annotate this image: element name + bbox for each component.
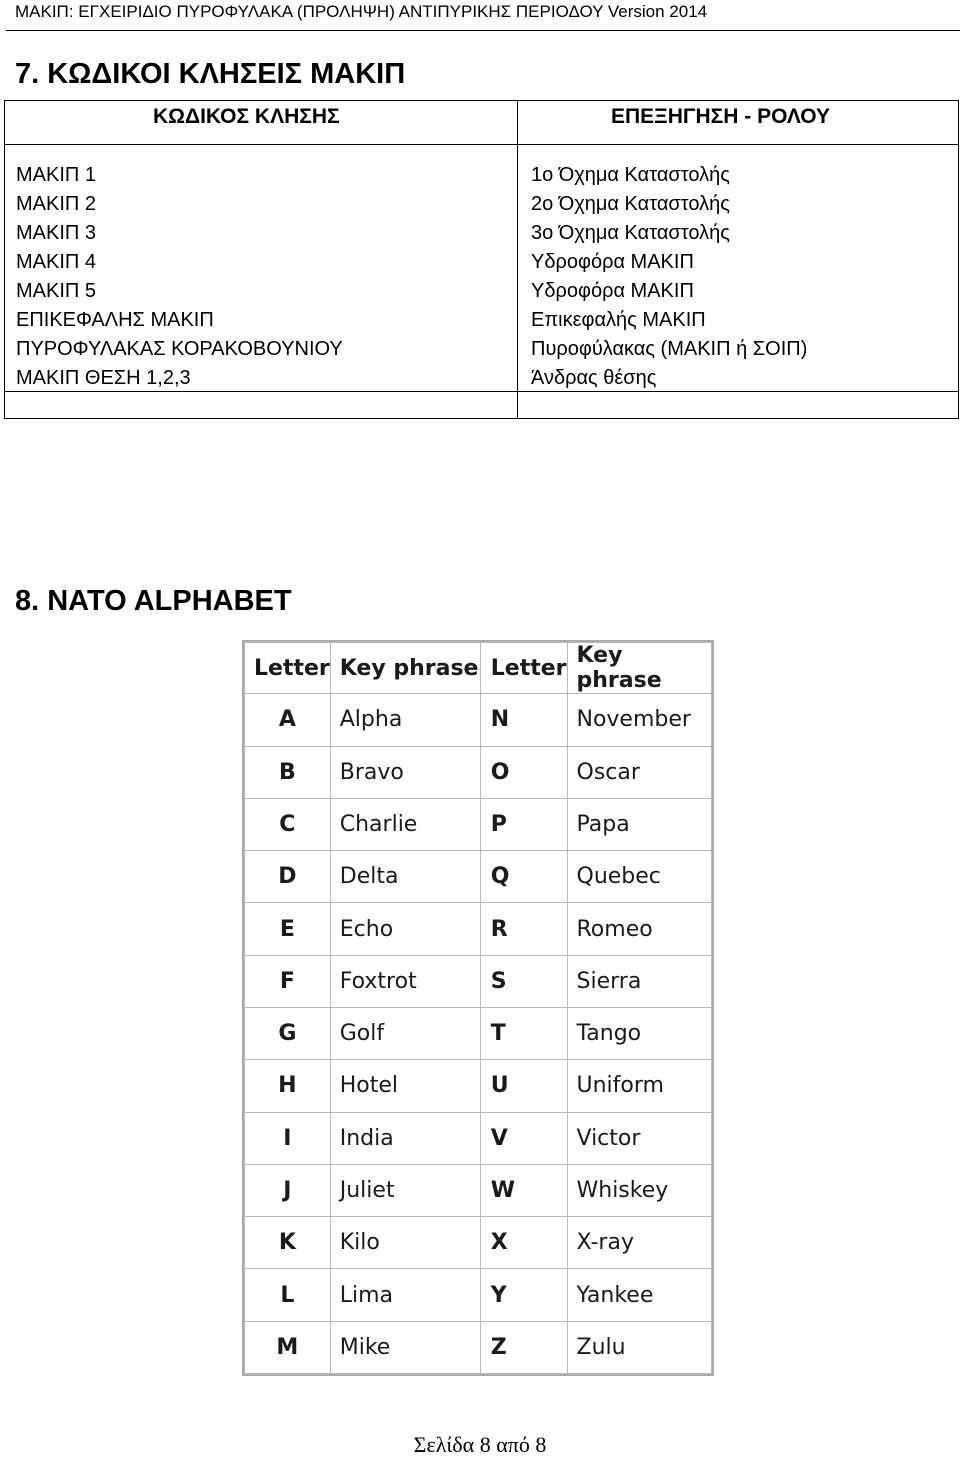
key-phrase-cell: Mike xyxy=(330,1321,480,1373)
letter-cell: J xyxy=(245,1164,331,1216)
key-phrase-cell: Foxtrot xyxy=(330,955,480,1007)
key-phrase-cell: Tango xyxy=(567,1007,712,1059)
section-title-call-codes: 7. ΚΩΔΙΚΟΙ ΚΛΗΣΕΙΣ ΜΑΚΙΠ xyxy=(15,58,406,90)
column-header-role: ΕΠΕΞΗΓΗΣΗ - ΡΟΛΟΥ xyxy=(611,105,831,128)
letter-cell: I xyxy=(245,1112,331,1164)
key-phrase-cell: Alpha xyxy=(330,694,480,746)
role-item: 3ο Όχημα Καταστολής xyxy=(531,222,730,244)
letter-cell: P xyxy=(480,798,567,850)
table-row xyxy=(245,1269,712,1321)
call-code-list xyxy=(16,161,343,393)
header-rule xyxy=(6,30,960,31)
key-phrase-cell: Juliet xyxy=(330,1164,480,1216)
key-phrase-cell: Whiskey xyxy=(567,1164,712,1216)
letter-cell: O xyxy=(480,746,567,798)
role-item: Υδροφόρα ΜΑΚΙΠ xyxy=(531,280,694,302)
key-phrase-cell: Golf xyxy=(330,1007,480,1059)
letter-cell: L xyxy=(245,1269,331,1321)
key-phrase-cell: X-ray xyxy=(567,1217,712,1269)
key-phrase-cell: Romeo xyxy=(567,903,712,955)
role-item: Άνδρας θέσης xyxy=(531,367,657,389)
nato-alphabet-table xyxy=(242,640,714,1376)
table-column-divider xyxy=(517,101,518,418)
letter-cell: H xyxy=(245,1060,331,1112)
role-item: 1ο Όχημα Καταστολής xyxy=(531,164,730,186)
letter-cell: E xyxy=(245,903,331,955)
page-number: Σελίδα 8 από 8 xyxy=(413,1432,547,1457)
call-codes-table xyxy=(4,100,959,419)
letter-cell: Q xyxy=(480,851,567,903)
table-row xyxy=(245,1217,712,1269)
letter-cell: U xyxy=(480,1060,567,1112)
key-phrase-cell: Quebec xyxy=(567,851,712,903)
table-row xyxy=(245,694,712,746)
column-header-call-code: ΚΩΔΙΚΟΣ ΚΛΗΣΗΣ xyxy=(153,105,340,128)
column-header-key-phrase: Key phrase xyxy=(330,643,480,694)
letter-cell: G xyxy=(245,1007,331,1059)
table-header-divider xyxy=(5,144,958,145)
key-phrase-cell: Delta xyxy=(330,851,480,903)
call-code-item: ΕΠΙΚΕΦΑΛΗΣ ΜΑΚΙΠ xyxy=(16,309,214,331)
key-phrase-cell: Echo xyxy=(330,903,480,955)
key-phrase-cell: Papa xyxy=(567,798,712,850)
key-phrase-cell: India xyxy=(330,1112,480,1164)
key-phrase-cell: Victor xyxy=(567,1112,712,1164)
table-row xyxy=(245,851,712,903)
key-phrase-cell: Oscar xyxy=(567,746,712,798)
call-code-item: ΜΑΚΙΠ 5 xyxy=(16,280,97,302)
call-code-item: ΜΑΚΙΠ 1 xyxy=(16,164,97,186)
letter-cell: F xyxy=(245,955,331,1007)
letter-cell: W xyxy=(480,1164,567,1216)
letter-cell: T xyxy=(480,1007,567,1059)
role-item: Επικεφαλής ΜΑΚΙΠ xyxy=(531,309,706,331)
letter-cell: V xyxy=(480,1112,567,1164)
letter-cell: D xyxy=(245,851,331,903)
letter-cell: M xyxy=(245,1321,331,1373)
table-row xyxy=(245,903,712,955)
key-phrase-cell: Hotel xyxy=(330,1060,480,1112)
column-header-letter: Letter xyxy=(480,643,567,694)
table-row xyxy=(245,1112,712,1164)
key-phrase-cell: Yankee xyxy=(567,1269,712,1321)
call-code-item: ΠΥΡΟΦΥΛΑΚΑΣ ΚΟΡΑΚΟΒΟΥΝΙΟΥ xyxy=(16,338,343,360)
letter-cell: B xyxy=(245,746,331,798)
table-row xyxy=(245,955,712,1007)
call-code-item: ΜΑΚΙΠ ΘΕΣΗ 1,2,3 xyxy=(16,367,191,389)
role-item: Πυροφύλακας (ΜΑΚΙΠ ή ΣΟΙΠ) xyxy=(531,338,808,360)
table-row xyxy=(245,798,712,850)
letter-cell: A xyxy=(245,694,331,746)
call-code-item: ΜΑΚΙΠ 2 xyxy=(16,193,97,215)
letter-cell: X xyxy=(480,1217,567,1269)
key-phrase-cell: Kilo xyxy=(330,1217,480,1269)
section-title-nato-alphabet: 8. NATO ALPHABET xyxy=(15,585,292,617)
letter-cell: Y xyxy=(480,1269,567,1321)
table-row xyxy=(245,1164,712,1216)
role-list xyxy=(531,161,807,393)
column-header-key-phrase: Key phrase xyxy=(567,643,712,694)
key-phrase-cell: Lima xyxy=(330,1269,480,1321)
table-row xyxy=(245,1321,712,1373)
letter-cell: R xyxy=(480,903,567,955)
role-item: Υδροφόρα ΜΑΚΙΠ xyxy=(531,251,694,273)
letter-cell: Z xyxy=(480,1321,567,1373)
table-header-row xyxy=(245,643,712,694)
table-row xyxy=(245,1007,712,1059)
column-header-letter: Letter xyxy=(245,643,331,694)
key-phrase-cell: Uniform xyxy=(567,1060,712,1112)
letter-cell: N xyxy=(480,694,567,746)
running-header: ΜΑΚΙΠ: ΕΓΧΕΙΡΙΔΙΟ ΠΥΡΟΦΥΛΑΚΑ (ΠΡΟΛΗΨΗ) ΑΝΤΙΠΥΡΙΚΗΣ ΠΕΡΙΟΔΟΥ Version 2014 xyxy=(15,2,708,21)
letter-cell: C xyxy=(245,798,331,850)
table-row xyxy=(245,746,712,798)
key-phrase-cell: Charlie xyxy=(330,798,480,850)
call-code-item: ΜΑΚΙΠ 3 xyxy=(16,222,97,244)
key-phrase-cell: Bravo xyxy=(330,746,480,798)
role-item: 2ο Όχημα Καταστολής xyxy=(531,193,730,215)
key-phrase-cell: Zulu xyxy=(567,1321,712,1373)
letter-cell: K xyxy=(245,1217,331,1269)
call-code-item: ΜΑΚΙΠ 4 xyxy=(16,251,97,273)
key-phrase-cell: November xyxy=(567,694,712,746)
table-row xyxy=(245,1060,712,1112)
nato-table-body xyxy=(245,643,712,1374)
key-phrase-cell: Sierra xyxy=(567,955,712,1007)
letter-cell: S xyxy=(480,955,567,1007)
